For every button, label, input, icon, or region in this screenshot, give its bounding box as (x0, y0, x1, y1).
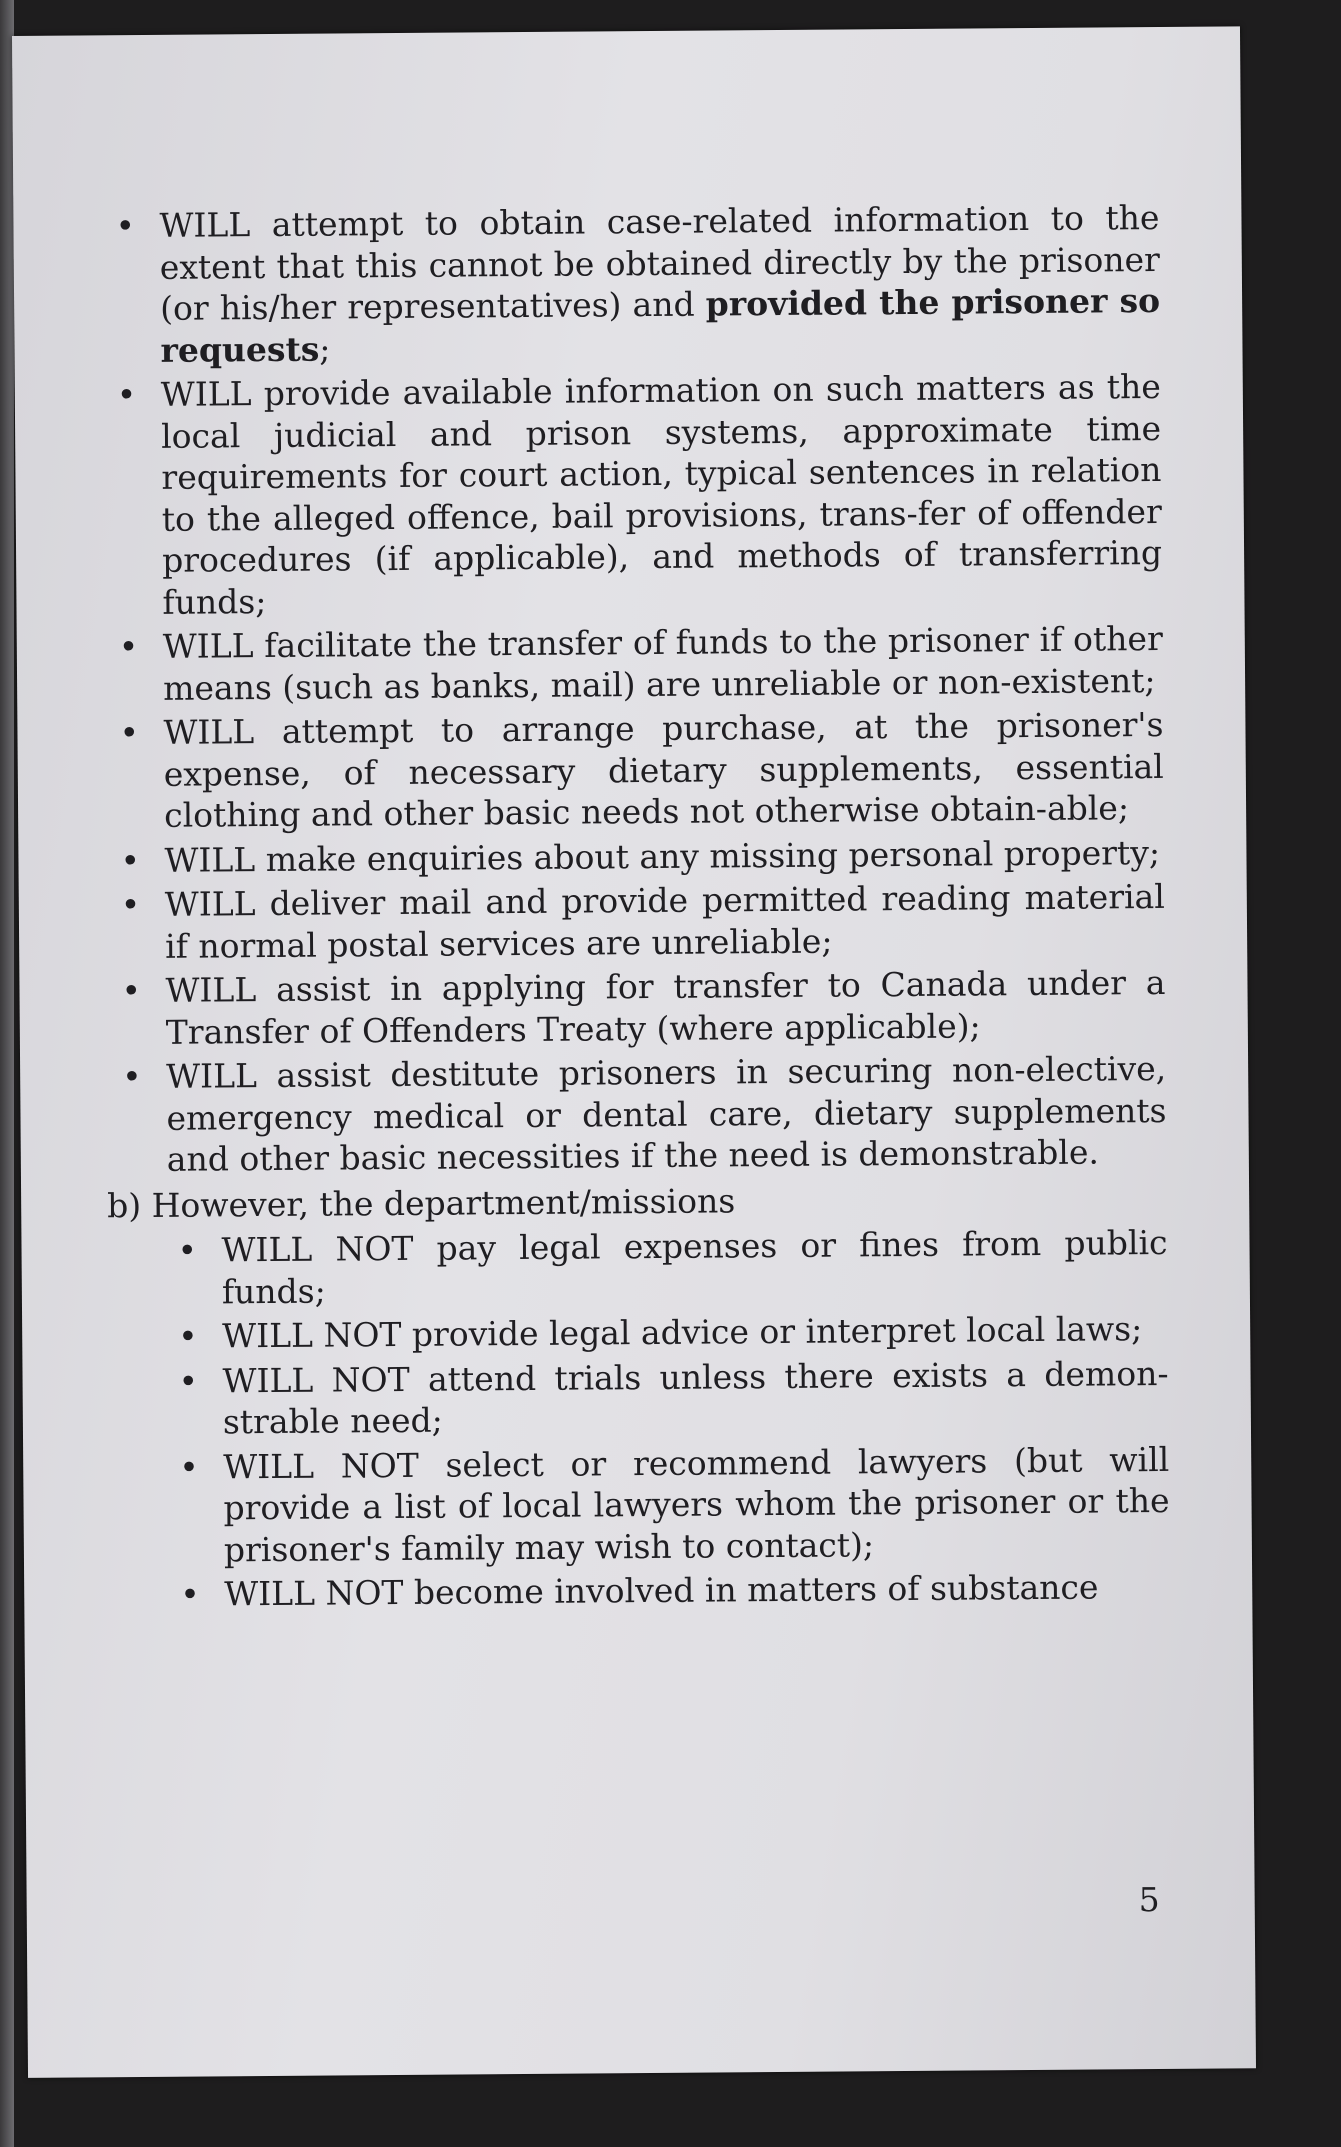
list-item (108, 1352, 1169, 1443)
bullet-icon: • (119, 713, 140, 753)
list-item (108, 1308, 1168, 1358)
book-spine-shadow (0, 0, 14, 2147)
bullet-icon: • (121, 971, 142, 1011)
list-item-text: WILL make enquiries about any missing personal property; (164, 832, 1161, 880)
book-page (12, 26, 1256, 2078)
list-item (101, 366, 1163, 623)
list-item-text: WILL provide available information on such matters as the local judicial and prison systems, approximate time requirements for court action, typical sentences in relation to the alleged offence, bail provisions, trans-fer of offender procedures (if applicable), and methods of transferring funds; (160, 366, 1163, 622)
list-item-text: WILL deliver mail and provide permitted reading material if normal postal services are unreliable; (164, 876, 1165, 966)
list-item (106, 1048, 1167, 1181)
list-item-text: WILL NOT provide legal advice or interpret local laws; (222, 1309, 1143, 1356)
section-b-heading: b) However, the department/missions (107, 1180, 736, 1225)
bullet-icon: • (118, 627, 139, 667)
will-list (99, 197, 1167, 1181)
bullet-icon: • (120, 840, 141, 880)
list-item (99, 197, 1160, 371)
list-item-text: WILL assist destitute prisoners in securing non-elective, emergency medical or dental care, dietary supplements and other basic necessities if the need is demonstrable. (166, 1048, 1167, 1179)
list-item (107, 1222, 1168, 1313)
bullet-icon: • (115, 206, 136, 246)
list-item (104, 831, 1164, 881)
list-item-text: WILL assist in applying for transfer to Canada under a Transfer of Offenders Treaty (where applicable); (165, 962, 1166, 1052)
list-item-text: WILL NOT select or recommend lawyers (but will provide a list of local lawyers whom the prisoner or the prisoner's family may wish to contact); (223, 1439, 1170, 1569)
list-item-text: WILL NOT pay legal expenses or fines from public funds; (221, 1222, 1168, 1311)
bullet-icon: • (122, 1057, 142, 1097)
list-item-text-end: ; (319, 329, 331, 369)
list-item-text: WILL facilitate the transfer of funds to the prisoner if other means (such as banks, mail) are unreliable or non-existent; (162, 618, 1163, 708)
list-item-text: WILL NOT attend trials unless there exists a demon-strable need; (222, 1353, 1169, 1442)
bullet-icon: • (116, 375, 137, 415)
bullet-icon: • (178, 1361, 199, 1401)
list-item-text: WILL NOT become involved in matters of substance (224, 1567, 1099, 1614)
list-item (105, 962, 1166, 1053)
list-item-text: WILL attempt to obtain case-related information to the extent that this cannot be obtained directly by the prisoner (or his/her representatives) and (159, 197, 1160, 328)
list-item-text: WILL attempt to arrange purchase, at the prisoner's expense, of necessary dietary supplements, essential clothing and other basic needs not otherwise obtain-able; (163, 704, 1164, 835)
list-item (103, 618, 1164, 709)
section-b (107, 1222, 1170, 1616)
page-content (99, 197, 1170, 1619)
bullet-icon: • (180, 1574, 200, 1614)
bullet-icon: • (179, 1447, 199, 1487)
list-item (103, 704, 1164, 837)
page-number: 5 (1138, 1880, 1160, 1920)
list-item (109, 1438, 1170, 1571)
list-item (105, 876, 1166, 967)
list-item-bold-text: provided the prisoner so requests (160, 280, 1161, 370)
bullet-icon: • (178, 1316, 198, 1356)
will-not-list (107, 1222, 1170, 1616)
bullet-icon: • (177, 1230, 198, 1270)
bullet-icon: • (120, 885, 141, 925)
list-item (110, 1566, 1170, 1616)
